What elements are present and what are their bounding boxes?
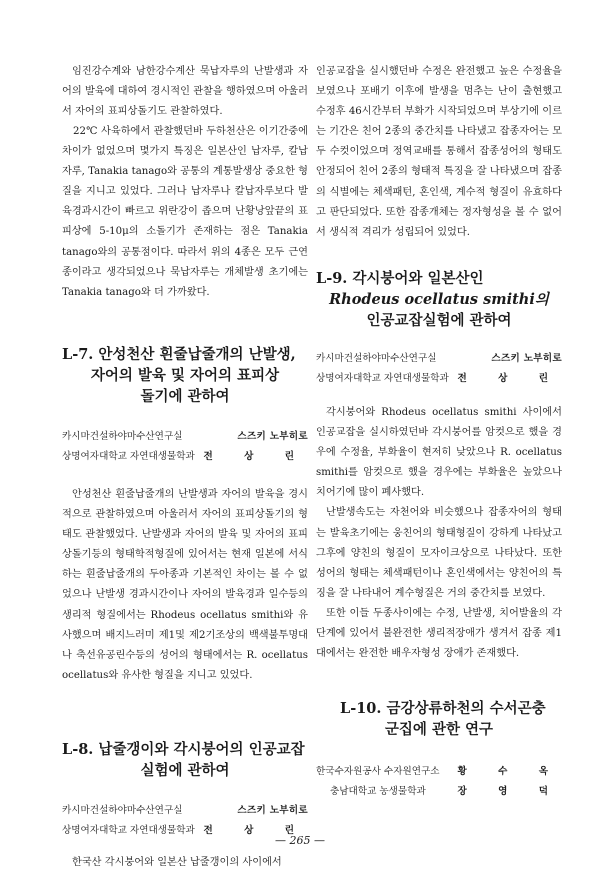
institution: 카시마건설하야마수산연구실 xyxy=(62,805,183,816)
author: 스즈키 노부히로 xyxy=(237,431,308,442)
right-column xyxy=(316,62,562,802)
institution: 상명여자대학교 자연대생물학과 xyxy=(62,451,195,462)
paragraph: 한국산 각시붕어와 일본산 납줄갱이의 사이에서 xyxy=(72,857,282,868)
paragraph: 각시붕어와 Rhodeus ocellatus smithi 사이에서 인공교잡을 실시하였던바 각시붕어를 암컷으로 했을 경우에 수정율, 부화율이 현저히 낮았으나 R. ocellatus smithi를 암컷으로 했을 경우에는 부화율은 높았으나 치어기에 많이 폐사했다. xyxy=(316,407,562,499)
institution: 한국수자원공사 수자원연구소 xyxy=(316,766,440,778)
institution: 카시마건설하야마수산연구실 xyxy=(316,353,437,364)
author: 전 상 린 xyxy=(457,373,562,384)
title-line: L-7. 안성천산 흰줄납줄개의 난발생, xyxy=(62,346,296,363)
institution: 충남대학교 농생물학과 xyxy=(330,786,426,798)
affiliation-block xyxy=(62,427,308,467)
author: 스즈키 노부히로 xyxy=(491,353,562,364)
author: 황 수 옥 xyxy=(457,766,562,778)
author: 전 상 린 xyxy=(203,451,308,462)
paragraph: 임진강수계와 남한강수계산 묵납자루의 난발생과 자어의 발육에 대하여 경시적인 관찰을 행하였으며 아울러서 자어의 표피상돌기도 관찰하였다. xyxy=(62,66,308,118)
left-column xyxy=(62,62,308,873)
paragraph: 안성천산 흰줄납줄개의 난발생과 자어의 발육을 경시적으로 관찰하였으며 아울러서 자어의 표피상돌기의 형태도 관찰했었다. 난발생과 자어의 발육 및 자어의 표피상돌기등의 형태학적형질에 있어서는 현재 일본에 서식하는 흰줄납줄개의 두아종과 기본적인 차이는 볼 수 없었으나 난발생 경과시간이나 자어의 발육경과 일수등의 생리적 형질에서는 Rhodeus ocellatus smithi와 유사했으며 배지느러미 제1및 제2기조상의 백색불투명대나 축선유공린수등의 성어의 형태에서는 R. ocellatus ocellatus와 유사한 형질을 지니고 있었다. xyxy=(62,489,308,681)
affiliation-block xyxy=(316,762,562,802)
section-title-l7 xyxy=(62,344,308,407)
paragraph: 또한 이들 두종사이에는 수정, 난발생, 치어발율의 각단계에 있어서 불완전한 생리적장애가 생겨서 잡종 제1대에서는 완전한 배우자형성 장애가 존재했다. xyxy=(316,607,562,660)
institution: 카시마건설하야마수산연구실 xyxy=(62,431,183,442)
section-title-l10 xyxy=(316,698,562,740)
author: 장 영 덕 xyxy=(457,786,562,798)
title-line: 인공교잡실험에 관하여 xyxy=(366,312,512,329)
title-line: 자어의 발육 및 자어의 표피상 xyxy=(90,367,280,384)
title-line: L-8. 납줄갱이와 각시붕어의 인공교잡 xyxy=(62,741,305,758)
title-line: Rhodeus ocellatus smithi의 xyxy=(329,291,549,308)
title-line: L-10. 금강상류하천의 수서곤충 xyxy=(340,700,546,718)
section-title-l9 xyxy=(316,268,562,331)
paragraph: 22℃ 사육하에서 관찰했던바 두하천산은 이기간중에 차이가 없었으며 몇가지 특징은 일본산인 납자루, 칼납자루, Tanakia tanago와 공통의 계통발생상 중요한 형질을 지니고 있었다. 그러나 납자루나 칼납자루보다 발육경과시간이 빠르고 위란강이 좁으며 난황낭앞끝의 표피상에 5-10μ의 소돌기가 존재하는 점은 Tanakia tanago와의 공통점이다. 따라서 위의 4종은 모두 근연종이라고 생각되었으나 묵납자루는 개체발생 초기에는 Tanakia tanago와 더 가까왔다. xyxy=(62,126,308,298)
title-line: 돌기에 관하여 xyxy=(140,388,230,405)
author: 전 상 린 xyxy=(203,825,308,836)
page-number: — 265 — xyxy=(275,834,325,847)
title-line: 실험에 관하여 xyxy=(140,762,230,779)
title-line: 군집에 관한 연구 xyxy=(384,721,494,739)
institution: 상명여자대학교 자연대생물학과 xyxy=(62,825,195,836)
paragraph: 인공교잡을 실시했던바 수정은 완전했고 높은 수정율을 보였으나 포배기 이후에 발생을 멈추는 난이 출현했고 수정후 46시간부터 부화가 시작되었으며 부상기에 이르는 기간은 친어 2종의 중간치를 나타냈고 잡종자어는 모두 수컷이었으며 정역교배를 통해서 잡종성어의 형태도 안정되어 친어 2종의 형태적 특징을 잘 나타냈으며 잡종의 식별에는 체색패턴, 혼인색, 계수적 형질이 유효하다고 판단되었다. 또한 잡종개체는 정자형성을 볼 수 없어서 생식적 격리가 성립되어 있었다. xyxy=(316,66,562,238)
section-title-l8 xyxy=(62,739,308,781)
affiliation-block xyxy=(316,349,562,389)
paragraph: 난발생속도는 자천어와 비슷했으나 잡종자어의 형태는 발육초기에는 웅친어의 형태형질이 강하게 나타났고 그후에 양친의 형질이 모자이크상으로 나타났다. 또한 성어의 형태는 체색패턴이나 혼인색에서는 양친어의 특징을 잘 나타내어 계수형질은 거의 중간치를 보였다. xyxy=(316,507,562,599)
author: 스즈키 노부히로 xyxy=(237,805,308,816)
title-line: L-9. 각시붕어와 일본산인 xyxy=(316,270,484,287)
institution: 상명여자대학교 자연대생물학과 xyxy=(316,373,449,384)
